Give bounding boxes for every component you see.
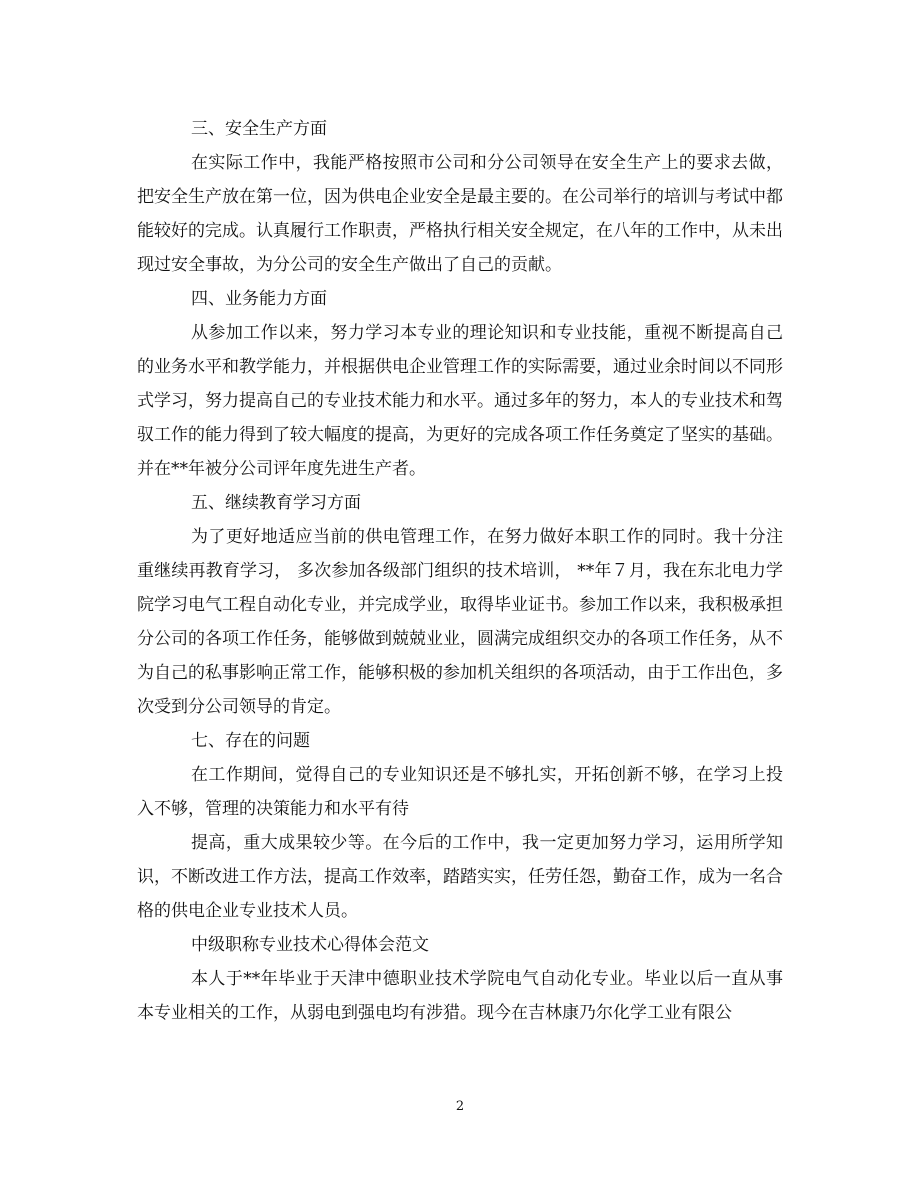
page-number: 2 (455, 1099, 465, 1114)
paragraph-safety: 在实际工作中，我能严格按照市公司和分公司领导在安全生产上的要求去做，把安全生产放在第一位，因为供电企业安全是最主要的。在公司举行的培训与考试中都能较好的完成。认真履行工作职责，严格执行相关安全规定，在八年的工作中，从未出现过安全事故，为分公司的安全生产做出了自己的贡献。 (137, 153, 783, 275)
document-body (137, 112, 783, 1030)
section-heading-education: 五、继续教育学习方面 (191, 493, 361, 513)
paragraph-ability: 从参加工作以来，努力学习本专业的理论知识和专业技能，重视不断提高自己的业务水平和教学能力，并根据供电企业管理工作的实际需要，通过业余时间以不同形式学习，努力提高自己的专业技术能力和水平。通过多年的努力，本人的专业技术和驾驭工作的能力得到了较大幅度的提高，为更好的完成各项工作任务奠定了坚实的基础。并在**年被分公司评年度先进生产者。 (137, 323, 783, 479)
paragraph-problems-2: 提高，重大成果较少等。在今后的工作中，我一定更加努力学习，运用所学知识，不断改进工作方法，提高工作效率，踏踏实实，任劳任怨，勤奋工作，成为一名合格的供电企业专业技术人员。 (137, 833, 783, 921)
paragraph-education: 为了更好地适应当前的供电管理工作，在努力做好本职工作的同时。我十分注重继续再教育学习， 多次参加各级部门组织的技术培训， **年７月，我在东北电力学院学习电气工程自动化专业，并完成学业，取得毕业证书。参加工作以来，我积极承担分公司的各项工作任务，能够做到兢兢业业，圆满完成组织交办的各项工作任务，从不为自己的私事影响正常工作，能够积极的参加机关组织的各项活动，由于工作出色，多次受到分公司领导的肯定。 (137, 527, 783, 717)
section-heading-problems: 七、存在的问题 (191, 731, 310, 751)
section-heading-safety: 三、安全生产方面 (191, 119, 327, 139)
section-heading-sample: 中级职称专业技术心得体会范文 (191, 935, 429, 955)
paragraph-sample: 本人于**年毕业于天津中德职业技术学院电气自动化专业。毕业以后一直从事本专业相关的工作，从弱电到强电均有涉猎。现今在吉林康乃尔化学工业有限公 (137, 969, 783, 1023)
section-heading-ability: 四、业务能力方面 (191, 289, 327, 309)
paragraph-problems-1: 在工作期间，觉得自己的专业知识还是不够扎实，开拓创新不够，在学习上投入不够，管理的决策能力和水平有待 (137, 765, 783, 819)
